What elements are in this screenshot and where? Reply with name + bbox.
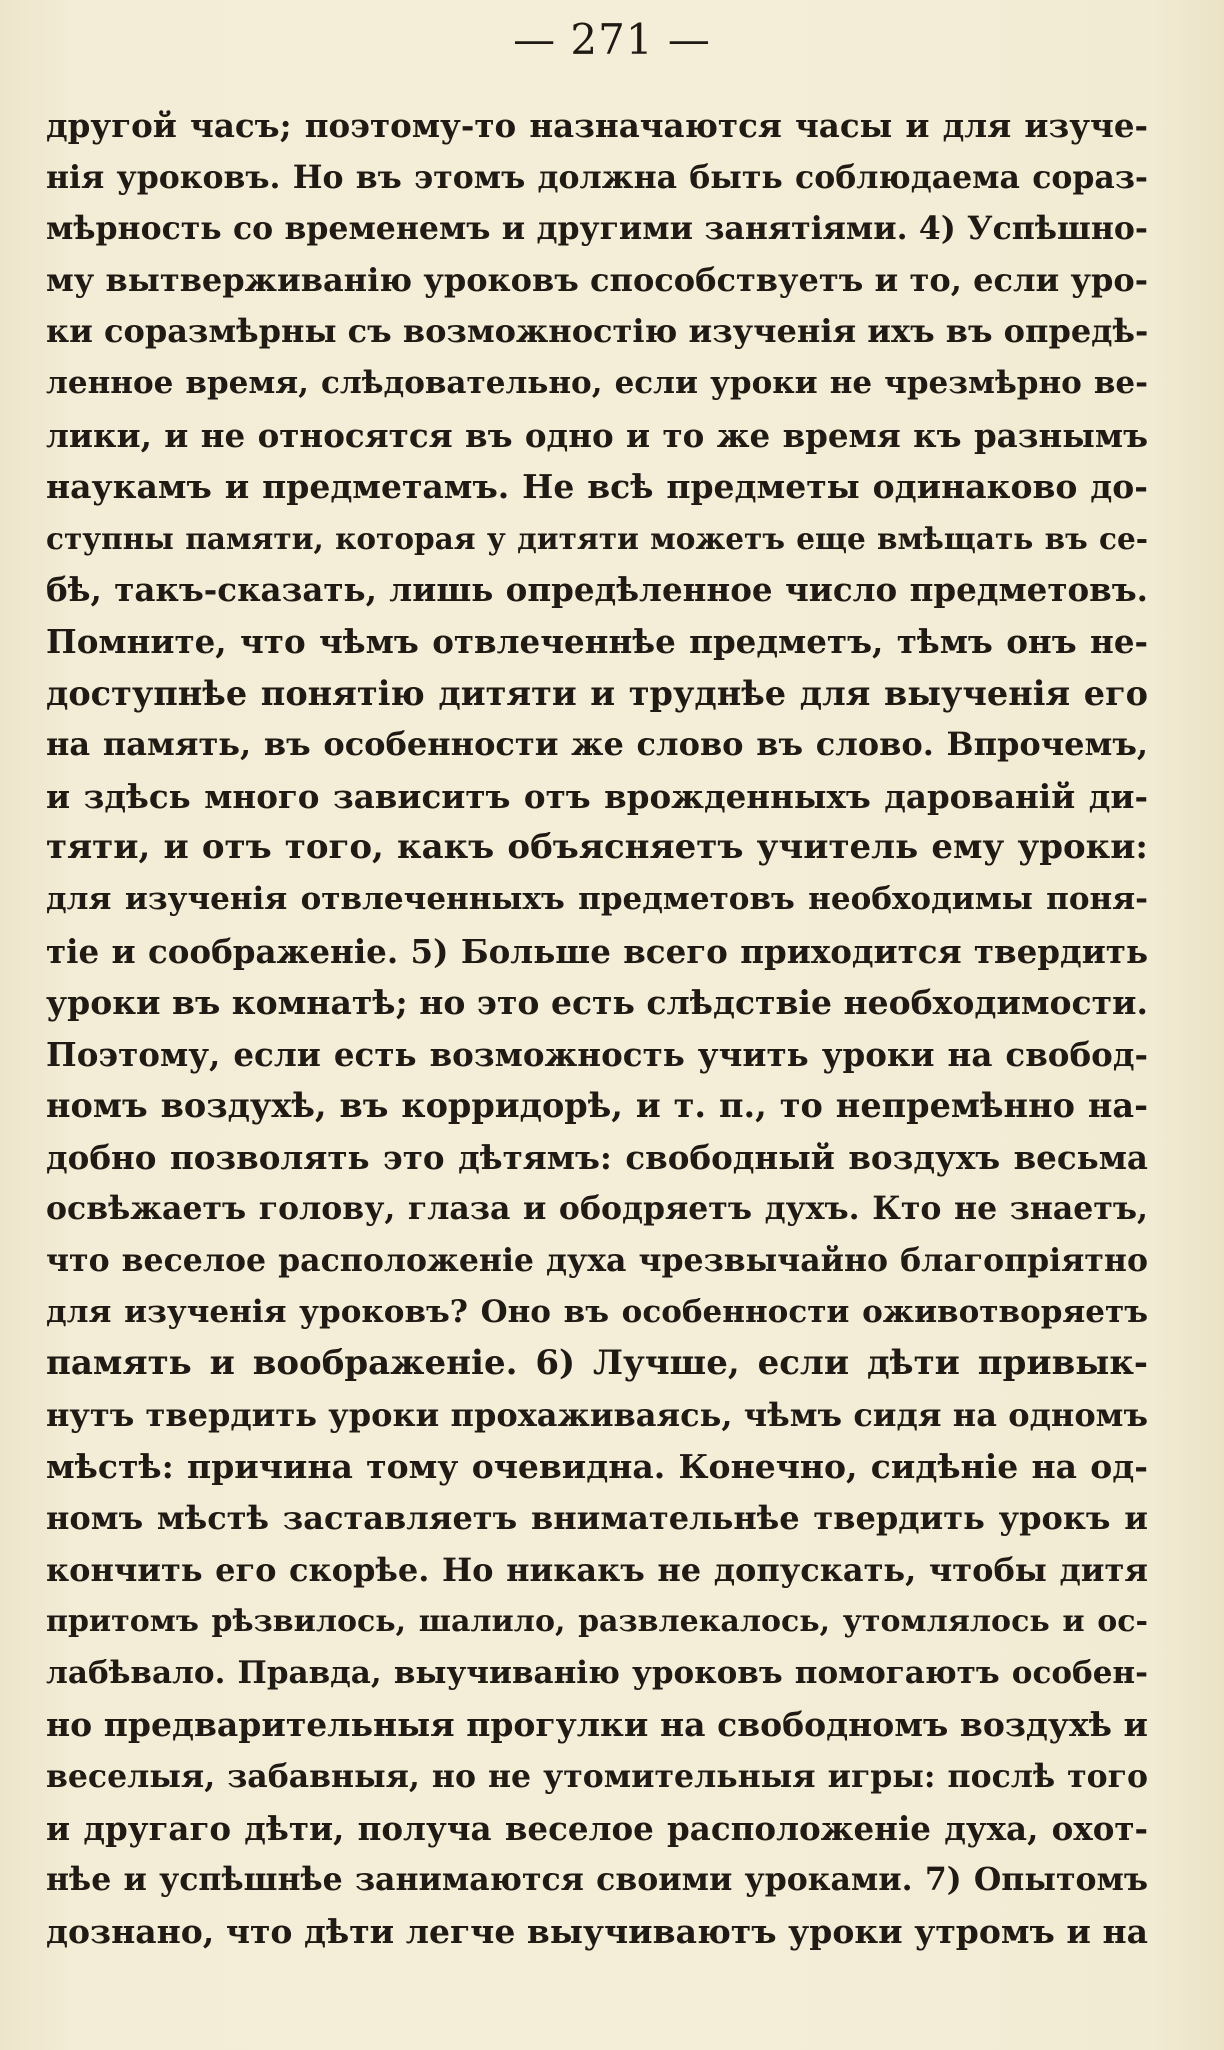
text-line: память и воображеніе. 6) Лучше, если дѣти привык- xyxy=(46,1343,1148,1384)
text-line: кончить его скорѣе. Но никакъ не допускать, чтобы дитя xyxy=(46,1550,1148,1589)
text-line: но предварительныя прогулки на свободномъ воздухѣ и xyxy=(46,1705,1148,1745)
text-line: веселыя, забавныя, но не утомительныя игры: послѣ того xyxy=(46,1758,1148,1795)
text-line: лики, и не относятся въ одно и то же время къ разнымъ xyxy=(46,415,1148,455)
text-line: добно позволять это дѣтямъ: свободный воздухъ весьма xyxy=(46,1137,1148,1177)
text-line: ки соразмѣрны съ возможностію изученія ихъ въ опредѣ- xyxy=(46,312,1148,351)
text-line: что веселое расположеніе духа чрезвычайно благопріятно xyxy=(46,1242,1148,1280)
text-line: притомъ рѣзвилось, шалило, развлекалось, утомлялось и ос- xyxy=(46,1604,1148,1640)
text-line: нутъ твердить уроки прохаживаясь, чѣмъ сидя на одномъ xyxy=(46,1395,1148,1434)
text-line: другой часъ; поэтому-то назначаются часы и для изуче- xyxy=(46,106,1148,145)
text-line: номъ воздухѣ, въ корридорѣ, и т. п., то непремѣнно на- xyxy=(46,1086,1148,1126)
text-line: уроки въ комнатѣ; но это есть слѣдствіе необходимости. xyxy=(46,983,1148,1023)
text-line: лабѣвало. Правда, выучиванію уроковъ помогаютъ особен- xyxy=(46,1654,1148,1691)
text-line: ступны памяти, которая у дитяти можетъ еще вмѣщать въ се- xyxy=(46,520,1148,556)
text-line: для изученія отвлеченныхъ предметовъ необходимы поня- xyxy=(46,880,1148,917)
text-line: номъ мѣстѣ заставляетъ внимательнѣе твердить урокъ и xyxy=(46,1499,1148,1538)
text-line: му вытверживанію уроковъ способствуетъ и то, если уро- xyxy=(46,260,1148,299)
text-line: мѣрность со временемъ и другими занятіями. 4) Успѣшно- xyxy=(46,210,1148,248)
text-line: освѣжаетъ голову, глаза и ободряетъ духъ. Кто не знаетъ, xyxy=(46,1190,1148,1228)
text-line: и другаго дѣти, получа веселое расположеніе духа, охот- xyxy=(46,1808,1148,1848)
text-line: ленное время, слѣдовательно, если уроки не чрезмѣрно ве- xyxy=(46,364,1148,401)
text-line: доступнѣе понятію дитяти и труднѣе для выученія его xyxy=(46,673,1148,713)
page-body-text xyxy=(46,100,1148,1957)
text-line: наукамъ и предметамъ. Не всѣ предметы одинаково до- xyxy=(46,467,1148,507)
text-line: Поэтому, если есть возможность учить уроки на свобод- xyxy=(46,1034,1148,1074)
text-line: тяти, и отъ того, какъ объясняетъ учитель ему уроки: xyxy=(46,827,1148,868)
text-line: нѣе и успѣшнѣе занимаются своими уроками. 7) Опытомъ xyxy=(46,1861,1148,1899)
text-line: бѣ, такъ-сказать, лишь опредѣленное число предметовъ. xyxy=(46,570,1148,610)
text-line: мѣстѣ: причина тому очевидна. Конечно, сидѣніе на од- xyxy=(46,1447,1148,1487)
text-line: на память, въ особенности же слово въ слово. Впрочемъ, xyxy=(46,725,1148,764)
text-line: для изученія уроковъ? Оно въ особенности оживотворяетъ xyxy=(46,1293,1148,1330)
text-line: и здѣсь много зависитъ отъ врожденныхъ дарованій ди- xyxy=(46,776,1148,816)
page-number: — 271 — xyxy=(513,15,711,64)
text-line: нія уроковъ. Но въ этомъ должна быть соблюдаема сораз- xyxy=(46,158,1148,196)
text-line: тіе и соображеніе. 5) Больше всего приходится твердить xyxy=(46,931,1148,971)
text-line: дознано, что дѣти легче выучиваютъ уроки утромъ и на xyxy=(46,1911,1148,1951)
text-line: Помните, что чѣмъ отвлеченнѣе предметъ, тѣмъ онъ не- xyxy=(46,621,1148,661)
